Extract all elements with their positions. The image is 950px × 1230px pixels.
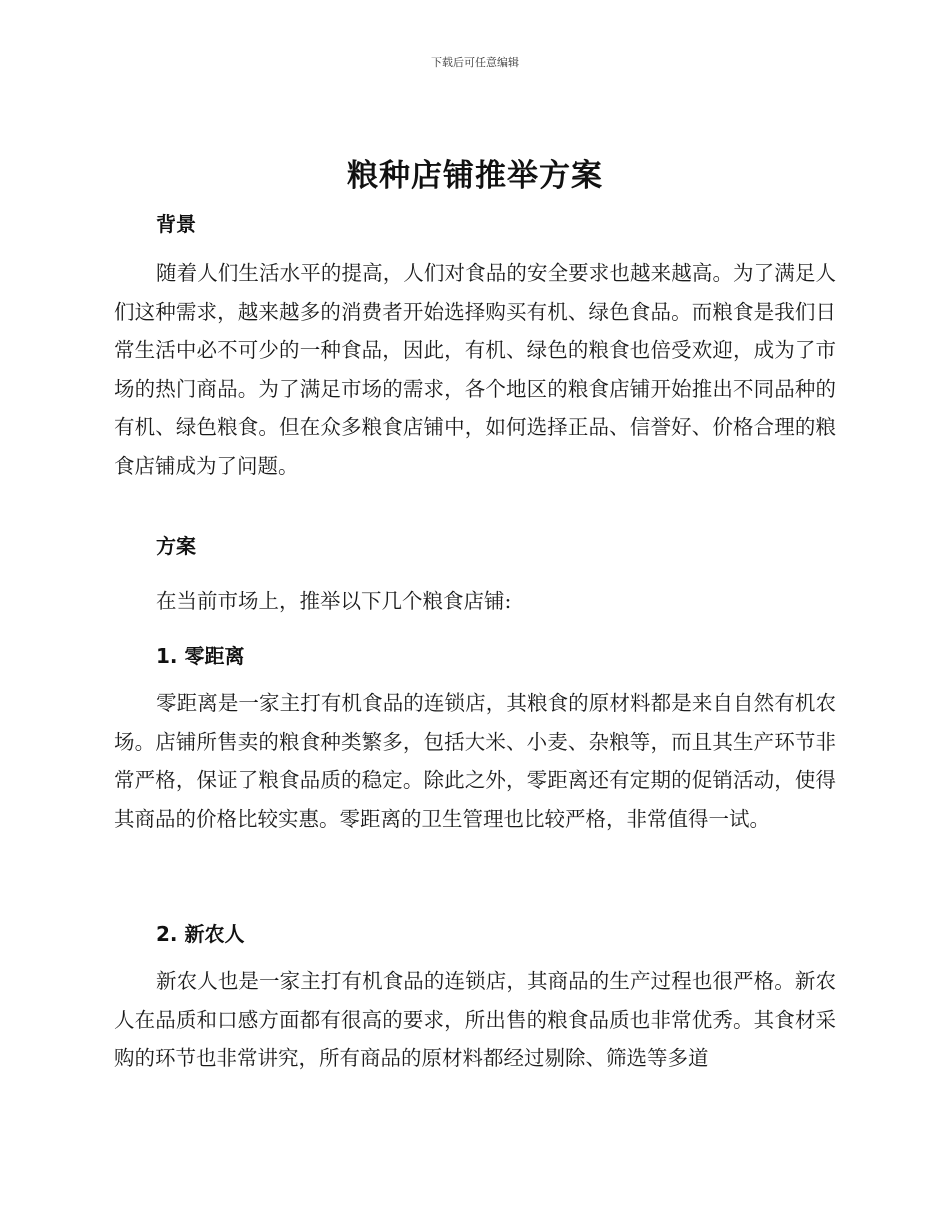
- document-title: 粮种店铺推举方案: [347, 158, 603, 194]
- section-heading-plan: 方案: [156, 534, 196, 558]
- header-note: 下载后可任意编辑: [431, 56, 519, 69]
- section-heading-shop-2: 2. 新农人: [156, 922, 245, 946]
- section-heading-shop-1: 1. 零距离: [156, 644, 245, 668]
- section-heading-background: 背景: [156, 212, 196, 236]
- paragraph-plan-intro: 在当前市场上，推举以下几个粮食店铺:: [156, 589, 512, 613]
- paragraph-shop-1: 零距离是一家主打有机食品的连锁店，其粮食的原材料都是来自自然有机农场。店铺所售卖的粮食种类繁多，包括大米、小麦、杂粮等，而且其生产环节非常严格，保证了粮食品质的稳定。除此之外，零距离还有定期的促销活动，使得其商品的价格比较实惠。零距离的卫生管理也比较严格，非常值得一试。: [114, 691, 836, 831]
- paragraph-shop-2: 新农人也是一家主打有机食品的连锁店，其商品的生产过程也很严格。新农人在品质和口感方面都有很高的要求，所出售的粮食品质也非常优秀。其食材采购的环节也非常讲究，所有商品的原材料都经过剔除、筛选等多道: [114, 969, 836, 1070]
- paragraph-background: 随着人们生活水平的提高，人们对食品的安全要求也越来越高。为了满足人们这种需求，越来越多的消费者开始选择购买有机、绿色食品。而粮食是我们日常生活中必不可少的一种食品，因此，有机、绿色的粮食也倍受欢迎，成为了市场的热门商品。为了满足市场的需求，各个地区的粮食店铺开始推出不同品种的有机、绿色粮食。但在众多粮食店铺中，如何选择正品、信誉好、价格合理的粮食店铺成为了问题。: [114, 261, 836, 478]
